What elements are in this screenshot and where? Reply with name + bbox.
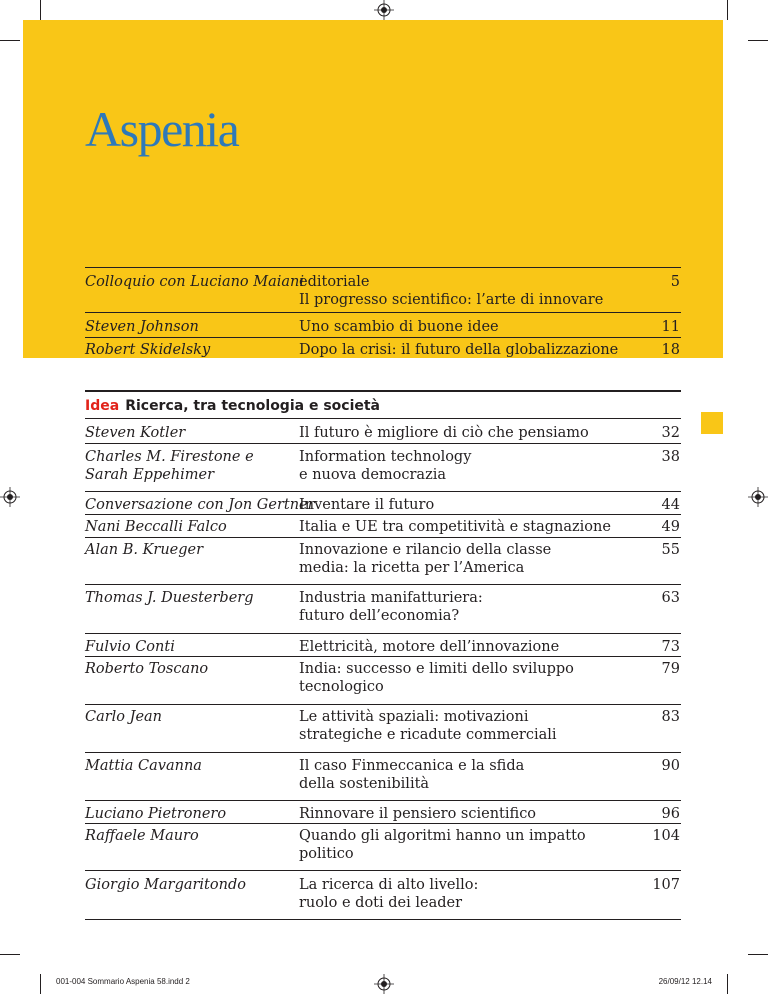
toc-title: strategiche e ricadute commerciali: [299, 727, 557, 743]
toc-page: 73: [661, 639, 680, 655]
toc-title: Le attività spaziali: motivazioni: [299, 709, 529, 725]
divider: [85, 514, 681, 515]
divider: [85, 267, 681, 268]
toc-author: Robert Skidelsky: [85, 342, 211, 358]
divider: [85, 800, 681, 801]
editorial-kicker: editoriale: [299, 274, 370, 290]
toc-title: Elettricità, motore dell’innovazione: [299, 639, 560, 655]
toc-author: Fulvio Conti: [85, 639, 175, 655]
registration-mark-icon: [748, 487, 768, 507]
toc-page: 83: [661, 709, 680, 725]
crop-mark: [748, 40, 768, 41]
toc-author: Alan B. Krueger: [85, 542, 204, 558]
toc-title: politico: [299, 846, 354, 862]
toc-title: della sostenibilità: [299, 776, 430, 792]
toc-title: Innovazione e rilancio della classe: [299, 542, 552, 558]
toc-author: Roberto Toscano: [85, 661, 209, 677]
crop-mark: [727, 974, 728, 994]
toc-author: Sarah Eppehimer: [85, 467, 215, 483]
toc-title: Information technology: [299, 449, 472, 465]
toc-title: Dopo la crisi: il futuro della globalizzazione: [299, 342, 619, 358]
toc-page: 63: [661, 590, 680, 606]
toc-title: ruolo e doti dei leader: [299, 895, 463, 911]
toc-author: Luciano Pietronero: [85, 806, 227, 822]
section-heading: [85, 397, 380, 415]
toc-title: Rinnovare il pensiero scientifico: [299, 806, 537, 822]
editorial-page: 5: [670, 274, 680, 290]
crop-mark: [0, 954, 20, 955]
editorial-author: Colloquio con Luciano Maiani: [85, 274, 305, 290]
toc-page: 11: [661, 319, 680, 335]
toc-author: Giorgio Margaritondo: [85, 877, 246, 893]
toc-author: Mattia Cavanna: [85, 758, 202, 774]
toc-title: Uno scambio di buone idee: [299, 319, 499, 335]
toc-title: La ricerca di alto livello:: [299, 877, 479, 893]
toc-title: Il futuro è migliore di ciò che pensiamo: [299, 425, 589, 441]
toc-author: Conversazione con Jon Gertner: [85, 497, 315, 513]
toc-page: 104: [652, 828, 680, 844]
toc-title: India: successo e limiti dello sviluppo: [299, 661, 574, 677]
masthead-title: Aspenia: [85, 101, 239, 157]
toc-author: Carlo Jean: [85, 709, 163, 725]
crop-mark: [0, 40, 20, 41]
toc-page: 96: [661, 806, 680, 822]
divider: [85, 752, 681, 753]
toc-title: media: la ricetta per l’America: [299, 560, 525, 576]
toc-author: Raffaele Mauro: [85, 828, 199, 844]
section-divider: [85, 390, 681, 392]
toc-title: Industria manifatturiera:: [299, 590, 483, 606]
toc-title: Il caso Finmeccanica e la sfida: [299, 758, 525, 774]
toc-page: 79: [661, 661, 680, 677]
toc-author: Charles M. Firestone e: [85, 449, 254, 465]
crop-mark: [40, 974, 41, 994]
crop-mark: [40, 0, 41, 20]
toc-author: Steven Johnson: [85, 319, 199, 335]
divider: [85, 491, 681, 492]
divider: [85, 870, 681, 871]
toc-page: 49: [661, 519, 680, 535]
divider: [85, 704, 681, 705]
divider: [85, 919, 681, 920]
divider: [85, 312, 681, 313]
registration-mark-icon: [0, 487, 20, 507]
divider: [85, 823, 681, 824]
footer-timestamp: 26/09/12 12.14: [658, 977, 712, 986]
toc-page: 32: [661, 425, 680, 441]
toc-page: 107: [652, 877, 680, 893]
registration-mark-icon: [374, 0, 394, 20]
toc-author: Thomas J. Duesterberg: [85, 590, 254, 606]
divider: [85, 633, 681, 634]
editorial-title: Il progresso scientifico: l’arte di innovare: [299, 292, 604, 308]
section-keyword: Idea: [85, 398, 120, 414]
footer-filename: 001-004 Sommario Aspenia 58.indd 2: [56, 977, 190, 986]
toc-author: Nani Beccalli Falco: [85, 519, 227, 535]
divider: [85, 537, 681, 538]
toc-page: 90: [661, 758, 680, 774]
registration-mark-icon: [374, 974, 394, 994]
crop-mark: [748, 954, 768, 955]
toc-page: 38: [661, 449, 680, 465]
divider: [85, 443, 681, 444]
divider: [85, 584, 681, 585]
section-tab-marker: [701, 412, 723, 434]
toc-page: 55: [661, 542, 680, 558]
crop-mark: [727, 0, 728, 20]
divider: [85, 656, 681, 657]
toc-title: Quando gli algoritmi hanno un impatto: [299, 828, 586, 844]
toc-title: futuro dell’economia?: [299, 608, 460, 624]
toc-title: Italia e UE tra competitività e stagnazione: [299, 519, 611, 535]
section-title: Ricerca, tra tecnologia e società: [125, 398, 381, 414]
divider: [85, 337, 681, 338]
toc-title: e nuova democrazia: [299, 467, 447, 483]
divider: [85, 418, 681, 419]
toc-author: Steven Kotler: [85, 425, 186, 441]
toc-title: tecnologico: [299, 679, 384, 695]
toc-page: 18: [661, 342, 680, 358]
toc-page: 44: [661, 497, 680, 513]
toc-title: Inventare il futuro: [299, 497, 435, 513]
